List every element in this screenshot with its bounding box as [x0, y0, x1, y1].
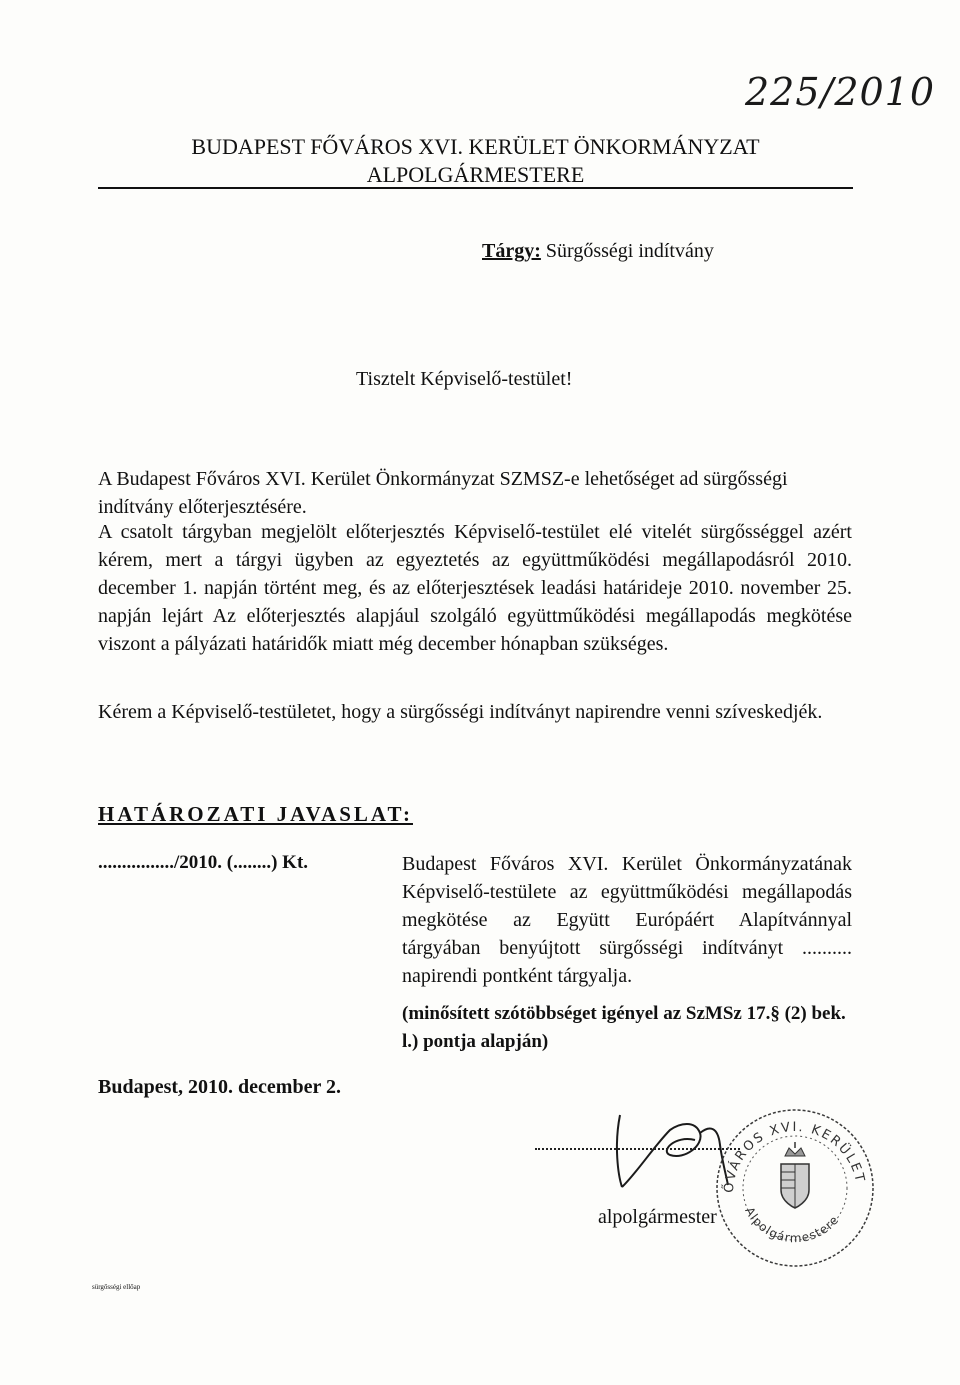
official-stamp-seal	[705, 1098, 885, 1278]
document-header	[98, 133, 853, 189]
paragraph-request: Kérem a Képviselő-testületet, hogy a sürgősségi indítványt napirendre venni szíveskedjék.	[98, 701, 823, 723]
coat-of-arms-icon	[781, 1142, 809, 1208]
salutation: Tisztelt Képviselő-testület!	[356, 368, 573, 390]
stamp-text-top: ŐVÁROS XVI. KERÜLET	[721, 1119, 868, 1194]
subject-line	[482, 240, 714, 263]
resolution-number: ................/2010. (........) Kt.	[98, 852, 309, 873]
stamp-text-bottom: Alpolgármestere	[742, 1204, 842, 1246]
subject-label: Tárgy:	[482, 240, 541, 262]
majority-note: (minősített szótöbbséget igényel az SzMSz 17.§ (2) bek. l.) pontja alapján)	[402, 1003, 846, 1052]
header-line-1: BUDAPEST FŐVÁROS XVI. KERÜLET ÖNKORMÁNYZAT	[191, 134, 760, 159]
header-line-2: ALPOLGÁRMESTERE	[366, 162, 585, 187]
place-date: Budapest, 2010. december 2.	[98, 1076, 341, 1098]
resolution-title: HATÁROZATI JAVASLAT:	[98, 802, 413, 826]
paragraph-intro: A Budapest Főváros XVI. Kerület Önkormányzat SZMSZ-e lehetőséget ad sürgősségi indítvány előterjesztésére.	[98, 468, 788, 518]
footer-file-note: sürgősségi ellőap	[92, 1283, 141, 1291]
svg-text:Alpolgármestere	[742, 1205, 842, 1246]
resolution-text: Budapest Főváros XVI. Kerület Önkormányzatának Képviselő-testülete az együttműködési megállapodás megkötése az Együtt Európáért Alapítvánnyal tárgyában benyújtott sürgősségi indítványt .......... napirendi pontként tárgyalja.	[402, 853, 852, 987]
paragraph-justification: A csatolt tárgyban megjelölt előterjesztés Képviselő-testület elé vitelét sürgősséggel azért kérem, mert a tárgyi ügyben az egyeztetés az együttműködési megállapodásról 2010. december 1. napján történt meg, és az előterjesztések leadási határideje 2010. november 25. napján lejárt Az előterjesztés alapjául szolgáló együttműködési megállapodás megkötése viszont a pályázati határidők miatt még december hónapban szükséges.	[98, 521, 852, 655]
subject-value: Sürgősségi indítvány	[545, 240, 714, 262]
signature-title: alpolgármester	[598, 1206, 717, 1228]
header-divider	[98, 187, 853, 189]
registry-number: 225/2010	[745, 70, 936, 114]
